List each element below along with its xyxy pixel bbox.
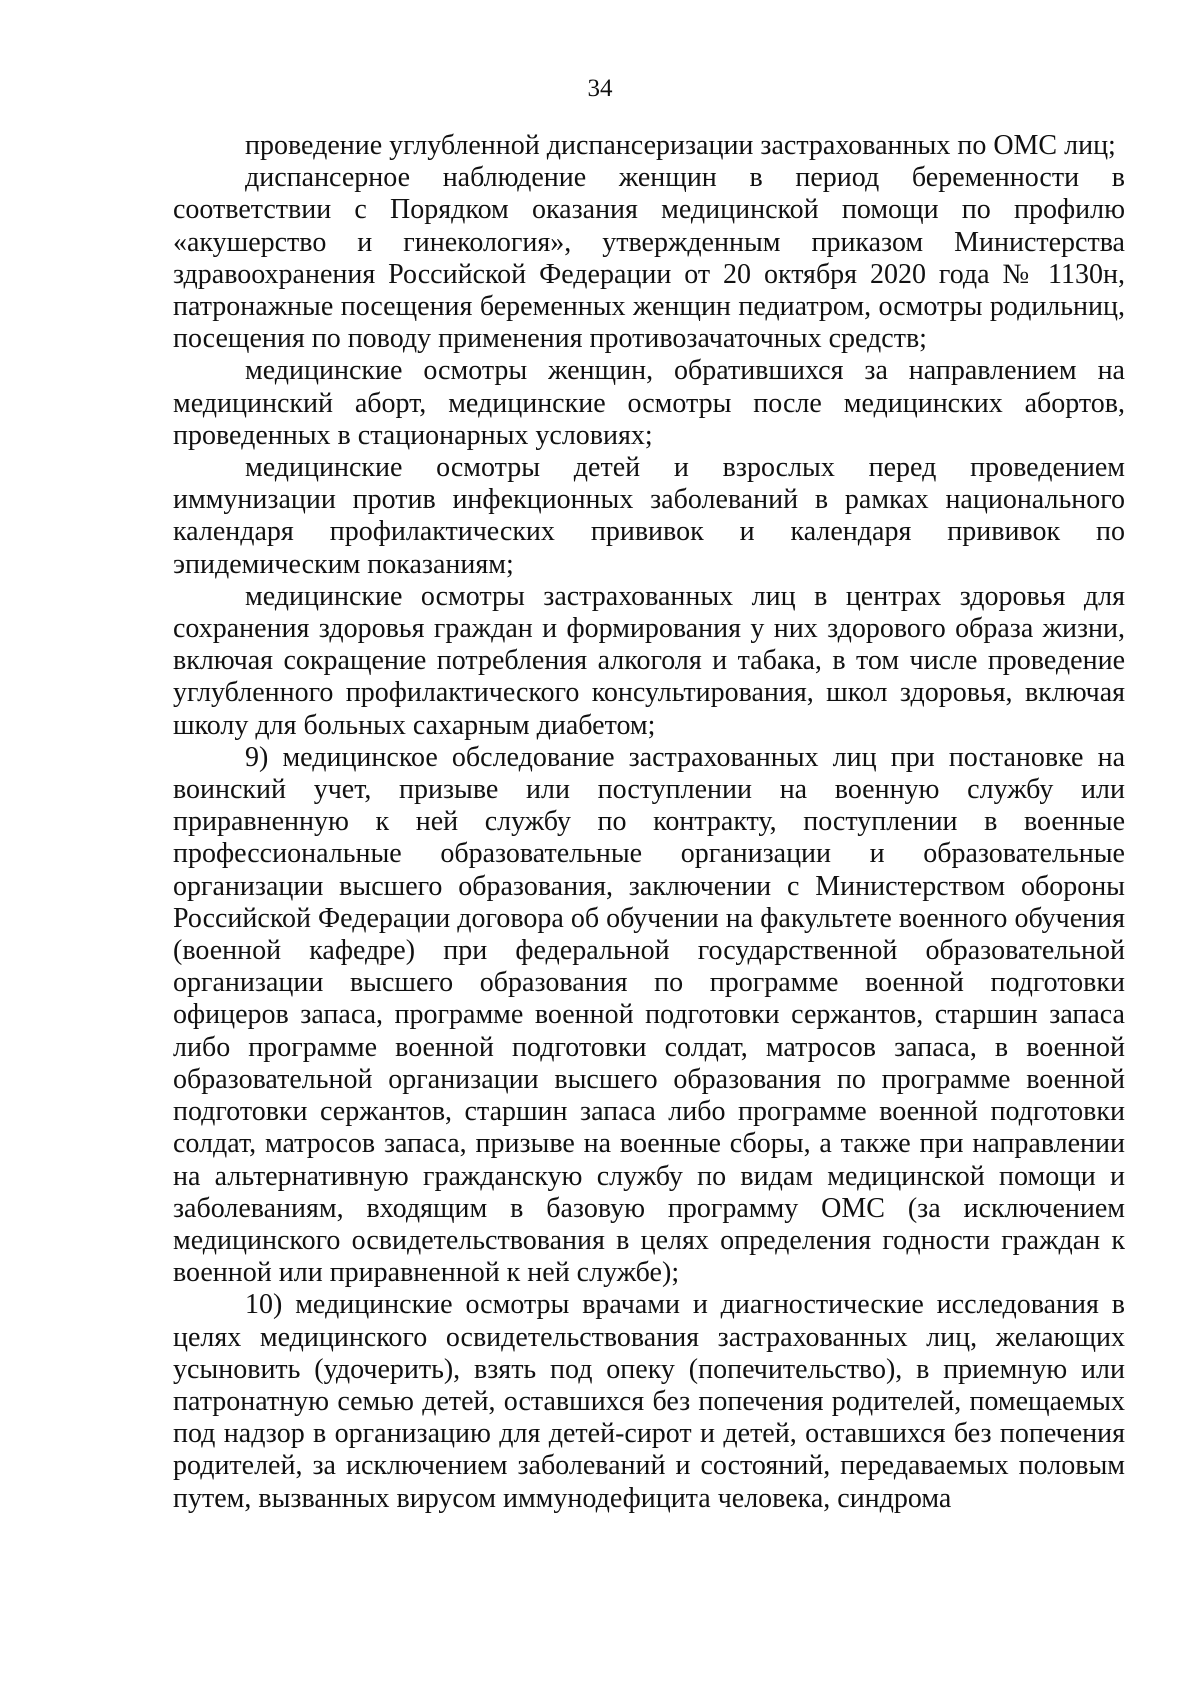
paragraph-item-9-military: 9) медицинское обследование застрахованных лиц при постановке на воинский учет, призыве или поступлении на военную службу или приравненную к ней службу по контракту, поступлении в военные профессиональные образовательные организации и образовательные организации высшего образования, заключении с Министерством обороны Российской Федерации договора об обучении на факультете военного обучения (военной кафедре) при федеральной государственной образовательной организации высшего образования по программе военной подготовки офицеров запаса, программе военной подготовки сержантов, старшин запаса либо программе военной подготовки солдат, матросов запаса, в военной образовательной организации высшего образования по программе военной подготовки сержантов, старшин запаса либо программе военной подготовки солдат, матросов запаса, призыве на военные сборы, а также при направлении на альтернативную гражданскую службу по видам медицинской помощи и заболеваниям, входящим в базовую программу ОМС (за исключением медицинского освидетельствования в целях определения годности граждан к военной или приравненной к ней службе); xyxy=(173,741,1125,1289)
paragraph-pregnancy-observation: диспансерное наблюдение женщин в период беременности в соответствии с Порядком оказания медицинской помощи по профилю «акушерство и гинекология», утвержденным приказом Министерства здравоохранения Российской Федерации от 20 октября 2020 года № 1130н, патронажные посещения беременных женщин педиатром, осмотры родильниц, посещения по поводу применения противозачаточных средств; xyxy=(173,162,1125,355)
paragraph-abortion-exams: медицинские осмотры женщин, обратившихся за направлением на медицинский аборт, медицинские осмотры после медицинских абортов, проведенных в стационарных условиях; xyxy=(173,355,1125,451)
paragraph-deep-dispensarization: проведение углубленной диспансеризации застрахованных по ОМС лиц; xyxy=(245,130,1116,161)
paragraph-immunization-exams: медицинские осмотры детей и взрослых перед проведением иммунизации против инфекционных заболеваний в рамках национального календаря профилактических прививок и календаря прививок по эпидемическим показаниям; xyxy=(173,452,1125,580)
document-body xyxy=(173,130,1125,1515)
paragraph-health-centers: медицинские осмотры застрахованных лиц в центрах здоровья для сохранения здоровья граждан и формирования у них здорового образа жизни, включая сокращение потребления алкоголя и табака, в том числе проведение углубленного профилактического консультирования, школ здоровья, включая школу для больных сахарным диабетом; xyxy=(173,580,1125,741)
page-number: 34 xyxy=(587,75,613,102)
paragraph-item-10-adoption: 10) медицинские осмотры врачами и диагностические исследования в целях медицинского освидетельствования застрахованных лиц, желающих усыновить (удочерить), взять под опеку (попечительство), в приемную или патронатную семью детей, оставшихся без попечения родителей, помещаемых под надзор в организацию для детей-сирот и детей, оставшихся без попечения родителей, за исключением заболеваний и состояний, передаваемых половым путем, вызванных вирусом иммунодефицита человека, синдрома xyxy=(173,1289,1125,1514)
